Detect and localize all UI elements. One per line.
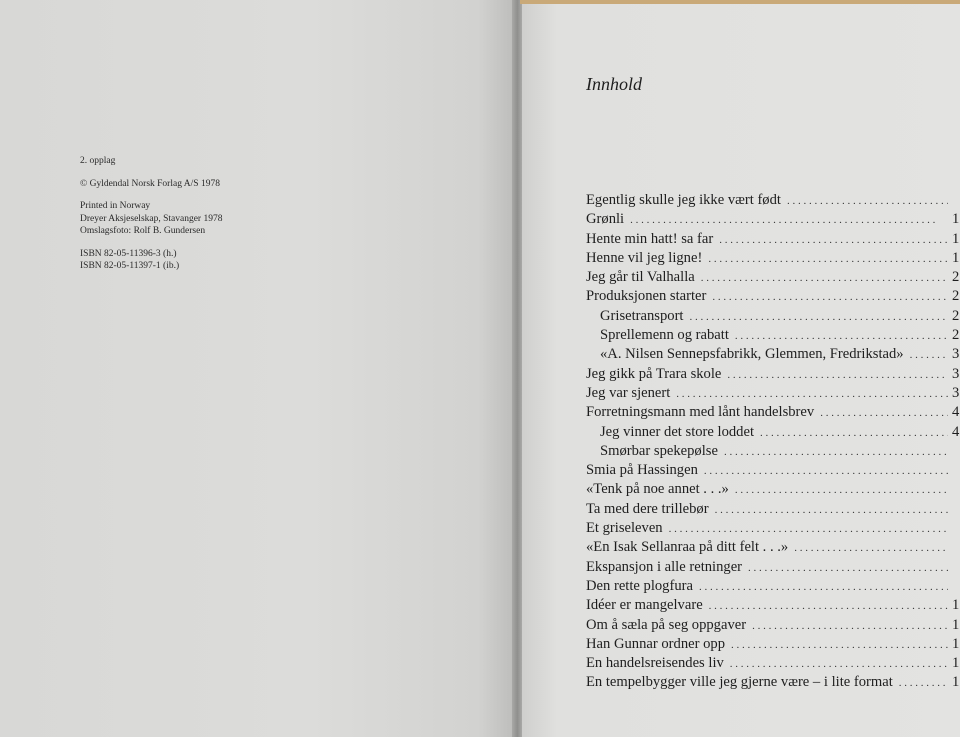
toc-entry <box>586 597 960 616</box>
toc-page-number: 1 <box>952 249 960 266</box>
toc-leader-dots <box>760 427 948 439</box>
toc-entry <box>586 655 960 674</box>
toc-leader-dots <box>669 523 948 535</box>
toc-entry-title: Egentlig skulle jeg ikke vært født <box>586 192 781 208</box>
toc-leader-dots <box>727 369 948 381</box>
toc-page-number: 1 <box>952 655 960 672</box>
toc-entry <box>586 192 960 211</box>
toc-entry <box>586 674 960 693</box>
toc-page-number: 1 <box>952 674 960 691</box>
printer-line: Dreyer Aksjeselskap, Stavanger 1978 <box>80 213 223 224</box>
toc-leader-dots <box>690 311 949 323</box>
isbn-line: ISBN 82-05-11396-3 (h.) <box>80 248 177 259</box>
toc-leader-dots <box>730 658 948 670</box>
toc-page-number: 1 <box>952 635 960 652</box>
toc-entry-title: «A. Nilsen Sennepsfabrikk, Glemmen, Fredrikstad» <box>600 346 904 363</box>
toc-leader-dots <box>630 214 948 226</box>
toc-entry-title: «Tenk på noe annet . . .» <box>586 481 729 498</box>
toc-leader-dots <box>731 639 948 651</box>
toc-leader-dots <box>699 581 948 593</box>
cover-photo-line: Omslagsfoto: Rolf B. Gundersen <box>80 226 206 236</box>
toc-entry <box>586 366 960 385</box>
toc-page-number: 4 <box>952 423 960 440</box>
toc-leader-dots <box>735 484 948 496</box>
toc-entry <box>586 308 960 327</box>
toc-entry-title: Om å sæla på seg oppgaver <box>586 616 747 633</box>
contents-title: Innhold <box>586 74 642 94</box>
toc-leader-dots <box>794 542 948 554</box>
toc-entry-title: Jeg går til Valhalla <box>586 269 695 286</box>
toc-entry-title: Idéer er mangelvare <box>586 597 703 614</box>
toc-entry-title: Smørbar spekepølse <box>600 442 718 459</box>
printed-line: Printed in Norway <box>80 201 151 211</box>
toc-entry-title: Ta med dere trillebør <box>586 500 709 517</box>
toc-page-number: 2 <box>952 327 960 344</box>
toc-entry <box>586 250 960 269</box>
toc-leader-dots <box>704 465 948 477</box>
toc-entry <box>586 539 960 558</box>
toc-entry-title: Han Gunnar ordner opp <box>586 635 726 652</box>
toc-entry-title: Den rette plogfura <box>586 577 693 594</box>
toc-entry-title: Produksjonen starter <box>586 288 707 305</box>
toc-leader-dots <box>910 349 948 361</box>
toc-leader-dots <box>719 234 948 246</box>
toc-entry-title: Forretningsmann med lånt handelsbrev <box>586 404 815 421</box>
toc-entry-title: Jeg var sjenert <box>586 384 671 401</box>
toc-entry <box>586 288 960 307</box>
toc-entry-title: Henne vil jeg ligne! <box>586 249 703 266</box>
toc-page-number: 2 <box>952 307 960 324</box>
toc-page-number: 1 <box>952 230 960 247</box>
toc-page-number: 1 <box>952 616 960 633</box>
toc-entry <box>586 404 960 423</box>
toc-page-number: 2 <box>952 288 960 305</box>
toc-entry <box>586 559 960 578</box>
toc-entry-title: «En Isak Sellanraa på ditt felt . . .» <box>586 539 789 556</box>
toc-entry <box>586 211 960 230</box>
imprint-block <box>80 155 222 273</box>
toc-entry <box>586 462 960 481</box>
toc-leader-dots <box>735 330 948 342</box>
toc-leader-dots <box>676 388 948 400</box>
toc-leader-dots <box>752 620 948 632</box>
toc-entry <box>586 231 960 250</box>
toc-entry-title: En handelsreisendes liv <box>586 655 724 672</box>
toc-page-number: 1 <box>952 211 960 228</box>
isbn-line: ISBN 82-05-11397-1 (ib.) <box>80 261 180 271</box>
toc-leader-dots <box>899 677 948 689</box>
toc-entry <box>586 578 960 597</box>
toc-entry <box>586 385 960 404</box>
toc-entry <box>586 269 960 288</box>
copyright-line: © Gyldendal Norsk Forlag A/S 1978 <box>80 178 220 189</box>
table-of-contents <box>586 192 960 694</box>
toc-entry-title: En tempelbygger ville jeg gjerne være – i lite format <box>586 674 893 691</box>
toc-entry <box>586 346 960 365</box>
toc-page-number: 3 <box>952 346 960 363</box>
toc-entry-title: Et griseleven <box>586 520 663 537</box>
toc-page-number: 3 <box>952 384 960 401</box>
toc-entry <box>586 636 960 655</box>
edition-line: 2. opplag <box>80 156 116 166</box>
toc-page-number: 4 <box>952 404 960 421</box>
toc-entry <box>586 443 960 462</box>
toc-entry-title: Jeg vinner det store loddet <box>600 423 755 440</box>
toc-entry <box>586 520 960 539</box>
toc-leader-dots <box>712 291 948 303</box>
toc-entry-title: Jeg gikk på Trara skole <box>586 365 722 382</box>
toc-entry <box>586 617 960 636</box>
toc-entry-title: Ekspansjon i alle retninger <box>586 558 743 575</box>
toc-entry <box>586 481 960 500</box>
toc-entry-title: Hente min hatt! sa far <box>586 230 714 247</box>
toc-page-number: 3 <box>952 365 960 382</box>
toc-entry-title: Sprellemenn og rabatt <box>600 327 729 344</box>
toc-leader-dots <box>724 446 948 458</box>
toc-leader-dots <box>748 562 948 574</box>
toc-entry <box>586 501 960 520</box>
toc-leader-dots <box>820 407 948 419</box>
toc-page-number: 1 <box>952 597 960 614</box>
toc-page-number: 2 <box>952 269 960 286</box>
toc-entry-title: Smia på Hassingen <box>586 462 698 479</box>
toc-leader-dots <box>787 195 948 207</box>
toc-leader-dots <box>708 253 948 265</box>
toc-leader-dots <box>709 600 948 612</box>
toc-leader-dots <box>715 504 948 516</box>
toc-entry <box>586 424 960 443</box>
page-edge-strip <box>520 0 960 4</box>
toc-entry-title: Grisetransport <box>600 307 684 324</box>
toc-leader-dots <box>701 272 948 284</box>
toc-entry <box>586 327 960 346</box>
toc-entry-title: Grønli <box>586 211 625 228</box>
